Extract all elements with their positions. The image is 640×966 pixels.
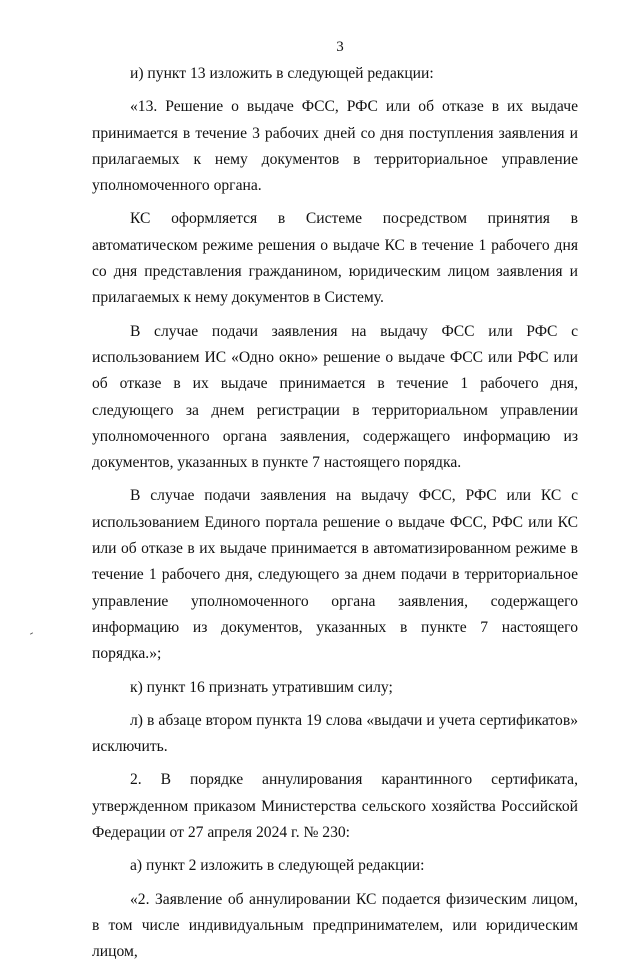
paragraph-item-a: а) пункт 2 изложить в следующей редакции:: [130, 857, 425, 875]
paragraph-one-window: В случае подачи заявления на выдачу ФСС или РФС с использованием ИС «Одно окно» решение о выдаче ФСС или РФС или об отказе в их выдаче принимается в течение 1 рабочего дня, следующего за днем регистрации в территориальном управлении уполномоченного органа заявления, содержащего информацию из документов, указанных в пункте 7 настоящего порядка.: [92, 322, 578, 472]
paragraph-unified-portal: В случае подачи заявления на выдачу ФСС, РФС или КС с использованием Единого портала решение о выдаче ФСС, РФС или КС или об отказе в их выдаче принимается в автоматизированном режиме в течение 1 рабочего дня, следующего за днем подачи в территориальное управление уполномоченного органа заявления, содержащего информацию из документов, указанных в пункте 7 настоящего порядка.»;: [92, 487, 578, 663]
paragraph-item-l: л) в абзаце втором пункта 19 слова «выдачи и учета сертификатов» исключить.: [92, 711, 578, 756]
scan-speck: [30, 632, 33, 634]
paragraph-clause-2: «2. Заявление об аннулировании КС подается физическим лицом, в том числе индивидуальным предпринимателем, или юридическим лицом,: [92, 890, 578, 961]
document-body: [92, 61, 578, 966]
page-number: 3: [336, 39, 344, 55]
paragraph-ks-system: КС оформляется в Системе посредством принятия в автоматическом режиме решения о выдаче КС в течение 1 рабочего дня со дня представления гражданином, юридическим лицом заявления и прилагаемых к нему документов в Систему.: [92, 210, 578, 307]
paragraph-section-2: 2. В порядке аннулирования карантинного сертификата, утвержденном приказом Министерства сельского хозяйства Российской Федерации от 27 апреля 2024 г. № 230:: [92, 771, 578, 842]
paragraph-item-k: к) пункт 16 признать утратившим силу;: [130, 678, 393, 696]
paragraph-clause-13: «13. Решение о выдаче ФСС, РФС или об отказе в их выдаче принимается в течение 3 рабочих дней со дня поступления заявления и прилагаемых к нему документов в территориальное управление уполномоченного органа.: [92, 98, 578, 195]
paragraph-item-i: и) пункт 13 изложить в следующей редакции:: [130, 65, 434, 82]
